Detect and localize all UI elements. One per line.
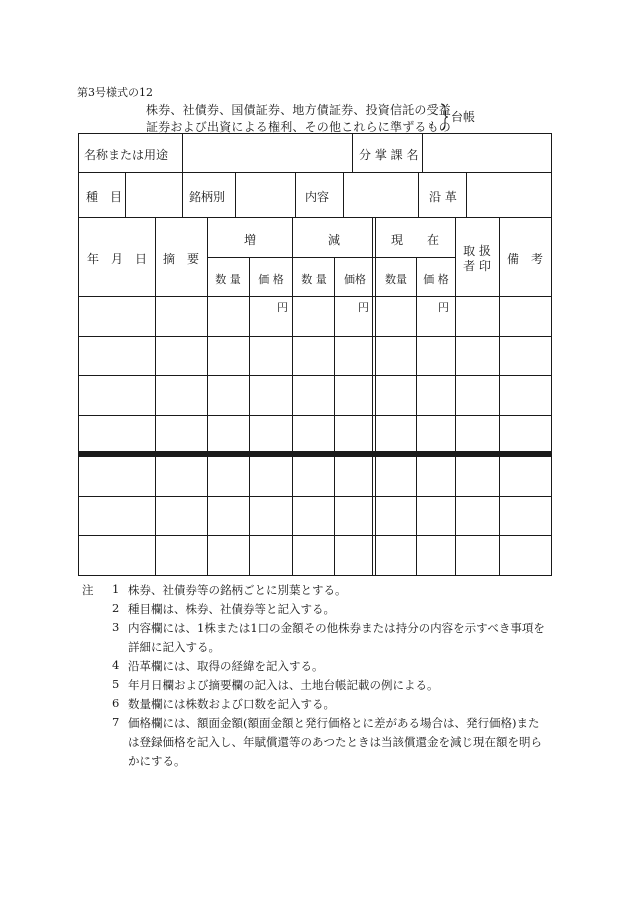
yen-unit-decrease: 円 bbox=[358, 301, 369, 314]
decrease-column-header: 減 bbox=[327, 233, 341, 247]
ledger-title-suffix: 台帳 bbox=[451, 110, 476, 124]
category-label: 種 目 bbox=[86, 190, 123, 204]
decrease-price-header: 価格 bbox=[344, 273, 366, 286]
note-number: 7 bbox=[112, 715, 120, 729]
current-quantity-header: 数量 bbox=[385, 273, 407, 286]
yen-unit-increase: 円 bbox=[277, 301, 288, 314]
ledger-title-line-2: 証券および出資による権利、その他これらに準ずるもの bbox=[146, 120, 452, 134]
note-text: 種目欄は、株券、社債券等と記入する。 bbox=[128, 602, 335, 616]
section-name-label: 分 掌 課 名 bbox=[359, 148, 419, 162]
note-text: 内容欄には、1株または1口の金額その他株券または持分の内容を示すべき事項を bbox=[128, 621, 545, 635]
note-text: 価格欄には、額面金額(額面金額と発行価格とに差がある場合は、発行価格)また bbox=[128, 716, 540, 730]
note-number: 3 bbox=[112, 620, 120, 634]
handler-seal-header-2: 者 印 bbox=[463, 259, 491, 273]
increase-price-header: 価 格 bbox=[258, 273, 284, 286]
note-number: 2 bbox=[112, 601, 120, 615]
increase-column-header: 増 bbox=[243, 233, 257, 247]
content-label: 内容 bbox=[305, 190, 330, 204]
ledger-title-line-1: 株券、社債券、国債証券、地方債証券、投資信託の受益 bbox=[146, 103, 452, 117]
note-number: 1 bbox=[112, 582, 120, 596]
brand-label: 銘柄別 bbox=[189, 190, 226, 204]
note-continuation: かにする。 bbox=[128, 754, 186, 768]
note-number: 6 bbox=[112, 696, 120, 710]
notes-label: 注 bbox=[82, 583, 94, 597]
history-label: 沿 革 bbox=[429, 190, 457, 204]
remarks-column-header: 備 考 bbox=[506, 252, 544, 266]
name-or-purpose-label: 名称または用途 bbox=[84, 148, 169, 162]
date-column-header: 年 月 日 bbox=[86, 252, 148, 266]
form-number: 第3号様式の12 bbox=[77, 86, 153, 99]
ledger-form-table bbox=[78, 133, 552, 576]
summary-column-header: 摘 要 bbox=[162, 252, 200, 266]
handler-seal-header-1: 取 扱 bbox=[463, 244, 491, 258]
note-number: 5 bbox=[112, 677, 120, 691]
note-text: 沿革欄には、取得の経緯を記入する。 bbox=[128, 659, 324, 673]
title-brace bbox=[440, 103, 448, 131]
thick-separator bbox=[78, 451, 552, 457]
current-column-header: 現 在 bbox=[390, 233, 440, 247]
note-text: 数量欄には株数および口数を記入する。 bbox=[128, 697, 335, 711]
note-text: 株券、社債券等の銘柄ごとに別葉とする。 bbox=[128, 583, 347, 597]
yen-unit-current: 円 bbox=[438, 301, 449, 314]
note-continuation: は登録価格を記入し、年賦償還等のあつたときは当該償還金を減じ現在額を明ら bbox=[128, 735, 542, 749]
increase-quantity-header: 数 量 bbox=[215, 273, 241, 286]
note-number: 4 bbox=[112, 658, 120, 672]
decrease-quantity-header: 数 量 bbox=[301, 273, 327, 286]
current-price-header: 価 格 bbox=[423, 273, 449, 286]
note-continuation: 詳細に記入する。 bbox=[128, 640, 220, 654]
note-text: 年月日欄および摘要欄の記入は、土地台帳記載の例による。 bbox=[128, 678, 439, 692]
